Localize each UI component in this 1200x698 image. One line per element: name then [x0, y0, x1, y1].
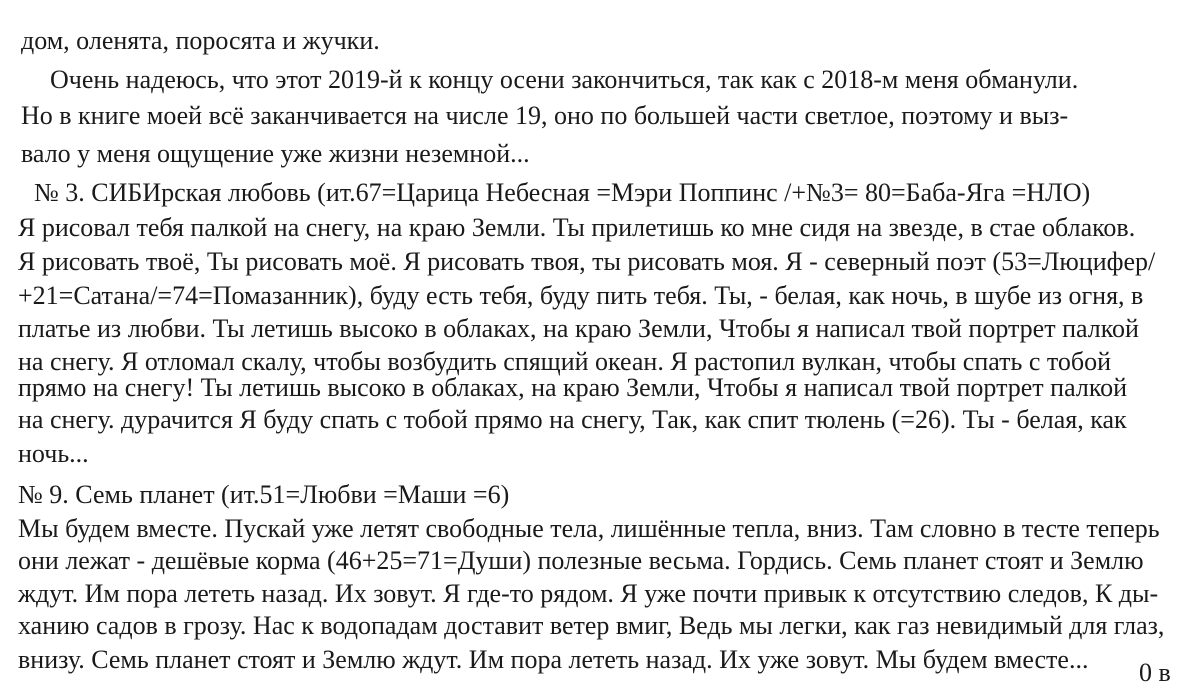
- song-9-line-2: они лежат - дешёвые корма (46+25=71=Души) полезные весьма. Гордись. Семь планет стоят и Землю: [18, 546, 1144, 575]
- song-3-line-8: ночь...: [18, 439, 89, 468]
- song-3-line-1: Я рисовал тебя палкой на снегу, на краю Земли. Ты прилетишь ко мне сидя на звезде, в стае облаков.: [18, 213, 1136, 242]
- song-3-line-3: +21=Сатана/=74=Помазанник), буду есть тебя, буду пить тебя. Ты, - белая, как ночь, в шубе из огня, в: [18, 281, 1144, 310]
- intro-line-4: вало у меня ощущение уже жизни неземной...: [21, 139, 530, 168]
- song-3-line-7: на снегу. дурачится Я буду спать с тобой прямо на снегу, Так, как спит тюлень (=26). Ты - белая, как: [18, 405, 1127, 434]
- page-marker: 0 в: [1139, 658, 1171, 687]
- song-9-line-4: ханию садов в грозу. Нас к водопадам доставит ветер вмиг, Ведь мы легки, как газ невидимый для глаз,: [18, 611, 1165, 640]
- intro-line-3: Но в книге моей всё заканчивается на числе 19, оно по большей части светлое, поэтому и выз-: [21, 101, 1069, 130]
- song-9-line-5: внизу. Семь планет стоят и Землю ждут. Им пора лететь назад. Их уже зовут. Мы будем вместе...: [18, 645, 1089, 674]
- song-3-heading: № 3. СИБИрская любовь (ит.67=Царица Небесная =Мэри Поппинс /+№3= 80=Баба-Яга =НЛО): [34, 178, 1091, 207]
- song-3-line-6: прямо на снегу! Ты летишь высоко в облаках, на краю Земли, Чтобы я написал твой портрет палкой: [18, 373, 1128, 402]
- intro-line-1: дом, оленята, поросята и жучки.: [21, 26, 380, 55]
- song-9-line-1: Мы будем вместе. Пускай уже летят свободные тела, лишённые тепла, вниз. Там словно в тесте теперь: [18, 514, 1160, 543]
- song-3-line-4: платье из любви. Ты летишь высоко в облаках, на краю Земли, Чтобы я написал твой портрет палкой: [18, 314, 1139, 343]
- song-9-line-3: ждут. Им пора лететь назад. Их зовут. Я где-то рядом. Я уже почти привык к отсутствию следов, К ды-: [18, 579, 1159, 608]
- intro-line-2: Очень надеюсь, что этот 2019-й к концу осени закончиться, так как с 2018-м меня обманули.: [50, 65, 1079, 94]
- song-3-line-2: Я рисовать твоё, Ты рисовать моё. Я рисовать твоя, ты рисовать моя. Я - северный поэт (53=Люцифер/: [18, 247, 1156, 276]
- song-9-heading: № 9. Семь планет (ит.51=Любви =Маши =6): [18, 480, 510, 509]
- song-3-line-5: на снегу. Я отломал скалу, чтобы возбудить спящий океан. Я растопил вулкан, чтобы спать с тобой: [18, 347, 1112, 376]
